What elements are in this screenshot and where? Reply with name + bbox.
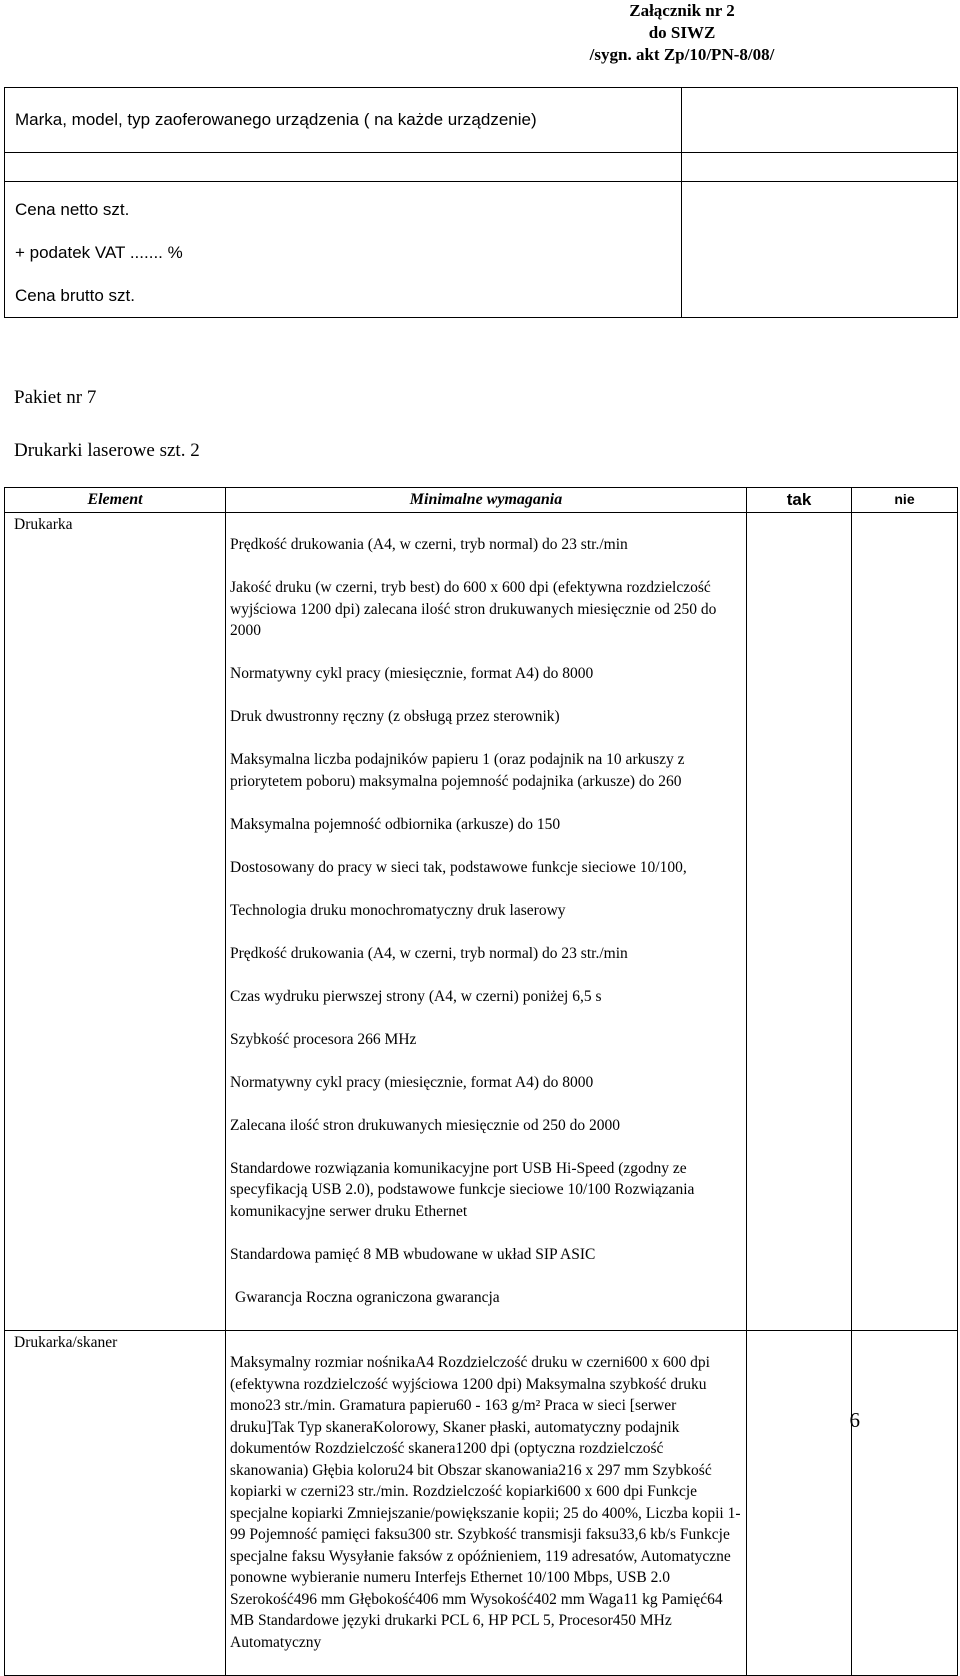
req-line: Standardowe rozwiązania komunikacyjne port USB Hi-Speed (zgodny ze specyfikacją USB 2.0), podstawowe funkcje sieciowe 10/100 Rozwiązania komunikacyjne serwer druku Ethernet bbox=[230, 1159, 695, 1220]
header-element: Element bbox=[5, 488, 226, 513]
spec-row-printer bbox=[5, 512, 958, 1330]
req-line: Prędkość drukowania (A4, w czerni, tryb normal) do 23 str./min bbox=[230, 944, 628, 962]
req-line: Normatywny cykl pracy (miesięcznie, format A4) do 8000 bbox=[230, 1073, 594, 1091]
package-subtitle: Drukarki laserowe szt. 2 bbox=[14, 440, 200, 461]
spec-header-row bbox=[5, 488, 958, 513]
package-title: Pakiet nr 7 bbox=[14, 387, 97, 408]
req-line: Technologia druku monochromatyczny druk laserowy bbox=[230, 901, 566, 919]
printer-yes-cell[interactable] bbox=[747, 512, 852, 1330]
offer-row-model bbox=[5, 88, 958, 153]
req-line: Czas wydruku pierwszej strony (A4, w czerni) poniżej 6,5 s bbox=[230, 987, 602, 1005]
header-requirements: Minimalne wymagania bbox=[226, 488, 747, 513]
offer-row-prices bbox=[5, 182, 958, 318]
req-line: Maksymalna pojemność odbiornika (arkusze) do 150 bbox=[230, 815, 561, 833]
case-reference: /sygn. akt Zp/10/PN-8/08/ bbox=[589, 45, 775, 64]
printer-scanner-yes-cell[interactable] bbox=[747, 1330, 852, 1675]
attachment-header bbox=[552, 0, 812, 66]
req-line: Gwarancja Roczna ograniczona gwarancja bbox=[235, 1288, 500, 1306]
req-line: Standardowa pamięć 8 MB wbudowane w układ SIP ASIC bbox=[230, 1245, 596, 1263]
req-line: Zalecana ilość stron drukuwanych miesięcznie od 250 do 2000 bbox=[230, 1116, 620, 1134]
price-labels-cell bbox=[5, 182, 682, 318]
req-line: Maksymalna liczba podajników papieru 1 (oraz podajnik na 10 arkuszy z priorytetem poboru) maksymalna pojemność podajnika (arkusze) do 260 bbox=[230, 751, 685, 790]
req-line: Normatywny cykl pracy (miesięcznie, format A4) do 8000 bbox=[230, 665, 594, 682]
offer-table bbox=[4, 87, 958, 318]
spec-row-printer-scanner bbox=[5, 1330, 958, 1675]
spec-table bbox=[4, 487, 958, 1676]
page-number: 6 bbox=[849, 1408, 860, 1432]
model-input-cell[interactable] bbox=[5, 153, 682, 182]
model-label: Marka, model, typ zaoferowanego urządzenia ( na każde urządzenie) bbox=[5, 88, 682, 153]
requirements-printer-scanner bbox=[226, 1330, 747, 1675]
req-line: Maksymalny rozmiar nośnikaA4 Rozdzielczość druku w czerni600 x 600 dpi (efektywna rozdzielczość wyjściowa 1200 dpi) Maksymalna szybkość druku mono23 str./min. Gramatura papieru60 - 163 g/m² Praca w sieci [serwer druku]Tak Typ skaneraKolorowy, Skaner płaski, automatyczny podajnik dokumentów Rozdzielczość skanera1200 dpi (optyczna rozdzielczość skanowania) Głębia koloru24 bit Obszar skanowania216 x 297 mm Szybkość kopiarki w czerni23 str./min. Rozdzielczość kopiarki600 x 600 dpi Funkcje specjalne kopiarki Zmniejszanie/powiększanie kopii; 25 do 400%, Liczba kopii 1-99 Pojemność pamięci faksu300 str. Szybkość transmisji faksu33,6 kb/s Funkcje specjalne faksu Wysyłanie faksów z opóźnieniem, 119 adresatów, Automatyczne ponowne wybieranie numeru Interfejs Ethernet 10/100 Mbps, USB 2.0 Szerokość496 mm Głębokość406 mm Wysokość402 mm Waga11 kg Pamięć64 MB Standardowe języki drukarki PCL 6, HP PCL 5, Procesor450 MHz Automatyczny bbox=[230, 1354, 741, 1651]
model-input-cell-2[interactable] bbox=[682, 153, 958, 182]
header-no: nie bbox=[852, 488, 958, 513]
req-line: Dostosowany do pracy w sieci tak, podstawowe funkcje sieciowe 10/100, bbox=[230, 858, 687, 876]
header-yes: tak bbox=[747, 488, 852, 513]
attachment-subtitle: do SIWZ bbox=[648, 23, 716, 42]
model-value-cell[interactable] bbox=[682, 88, 958, 153]
element-printer: Drukarka bbox=[5, 512, 226, 1330]
printer-no-cell[interactable] bbox=[852, 512, 958, 1330]
element-printer-scanner: Drukarka/skaner bbox=[5, 1330, 226, 1675]
requirements-printer bbox=[226, 512, 747, 1330]
offer-row-model-value bbox=[5, 153, 958, 182]
attachment-title: Załącznik nr 2 bbox=[629, 1, 735, 20]
req-line: Szybkość procesora 266 MHz bbox=[230, 1030, 417, 1048]
vat-label: + podatek VAT ....... % bbox=[15, 243, 183, 262]
gross-price-label: Cena brutto szt. bbox=[15, 286, 136, 305]
printer-scanner-no-cell[interactable] bbox=[849, 1330, 958, 1675]
price-value-cell[interactable] bbox=[682, 182, 958, 318]
net-price-label: Cena netto szt. bbox=[15, 200, 130, 219]
req-line: Druk dwustronny ręczny (z obsługą przez sterownik) bbox=[230, 708, 560, 725]
req-line: Jakość druku (w czerni, tryb best) do 600 x 600 dpi (efektywna rozdzielczość wyjściowa 1200 dpi) zalecana ilość stron drukuwanych miesięcznie od 250 do 2000 bbox=[230, 579, 717, 639]
req-line: Prędkość drukowania (A4, w czerni, tryb normal) do 23 str./min bbox=[230, 536, 628, 553]
